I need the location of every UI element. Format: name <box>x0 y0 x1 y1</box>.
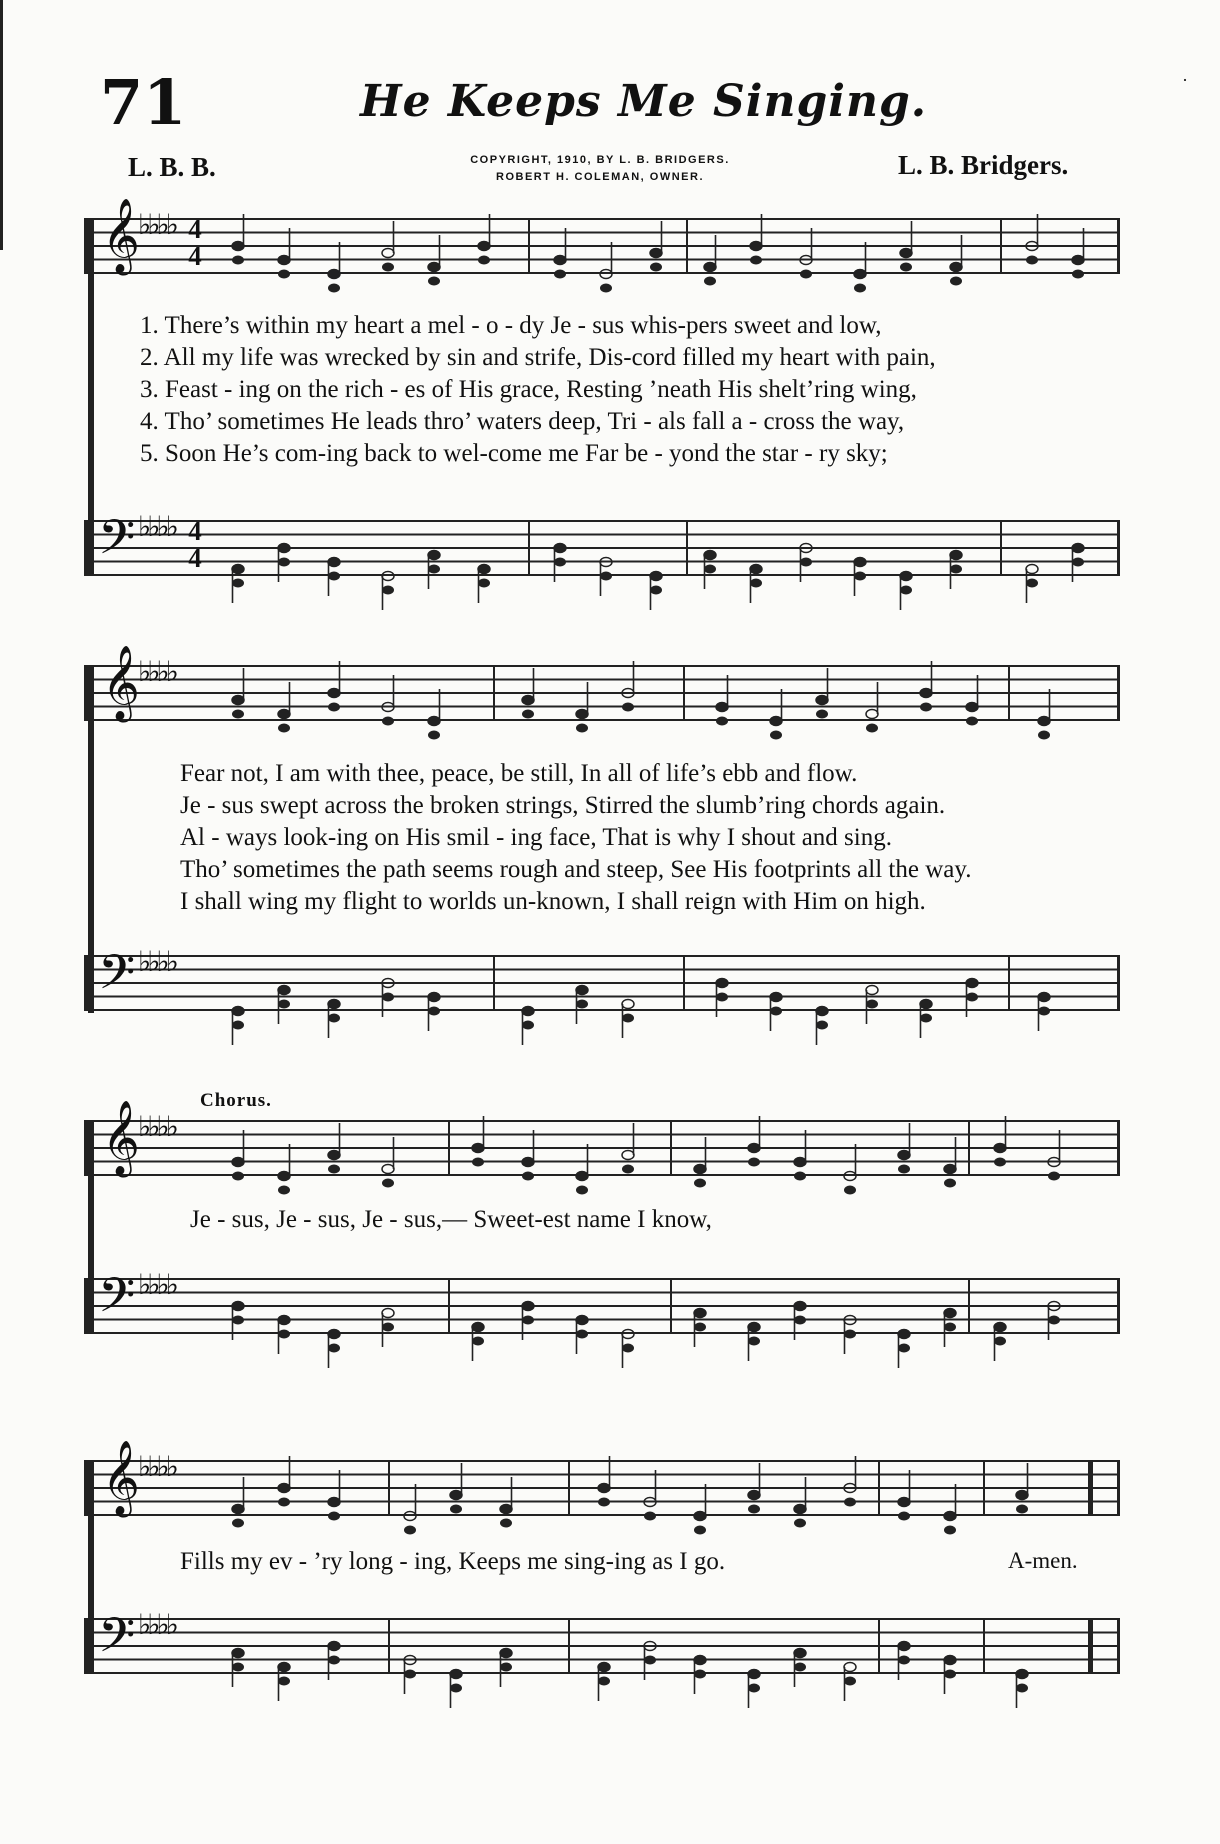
treble-clef-icon: 𝄞 <box>102 1441 140 1515</box>
note-glyph <box>428 235 440 286</box>
note-glyph <box>278 1316 290 1355</box>
note-glyph <box>428 993 440 1032</box>
note-glyph <box>328 1642 340 1681</box>
note-glyph <box>598 1663 610 1702</box>
composer-name: L. B. Bridgers. <box>898 150 1069 180</box>
key-signature-flats: ♭♭♭♭ <box>138 1112 175 1143</box>
note-glyph <box>232 1130 244 1181</box>
lyricist-initials: L. B. B. <box>128 152 216 182</box>
verse-1-line: Fear not, I am with thee, peace, be still, In all of life’s ebb and flow. <box>180 760 858 787</box>
note-glyph <box>576 986 588 1025</box>
note-glyph <box>278 986 290 1025</box>
note-glyph <box>328 661 340 712</box>
key-signature-flats: ♭♭♭♭ <box>138 657 175 688</box>
note-glyph <box>500 1649 512 1688</box>
note-glyph <box>278 1144 290 1195</box>
note-glyph <box>944 1656 956 1695</box>
bass-staff <box>88 944 1120 1012</box>
note-glyph <box>944 1309 956 1348</box>
note-glyph <box>278 682 290 733</box>
verse-3-line: Al - ways look-ing on His smil - ing face, That is why I shout and sing. <box>180 824 892 851</box>
note-glyph <box>816 1007 828 1046</box>
note-glyph <box>994 1116 1006 1167</box>
verse-4-line: Tho’ sometimes the path seems rough and steep, See His footprints all the way. <box>180 856 972 883</box>
key-signature-flats: ♭♭♭♭ <box>138 1610 175 1641</box>
bass-staff <box>88 1267 1120 1335</box>
note-glyph <box>694 1656 706 1695</box>
treble-clef-icon: 𝄞 <box>102 1101 140 1175</box>
note-glyph <box>1016 1670 1028 1709</box>
note-glyph <box>382 1309 394 1348</box>
note-glyph <box>478 214 490 265</box>
note-glyph <box>898 1330 910 1369</box>
note-glyph <box>232 1302 244 1341</box>
note-glyph <box>554 544 566 583</box>
note-glyph <box>328 1470 340 1521</box>
bass-clef-icon: 𝄢 <box>98 944 136 1012</box>
note-glyph <box>382 979 394 1018</box>
note-glyph <box>704 235 716 286</box>
note-glyph <box>450 1670 462 1709</box>
note-glyph <box>770 689 782 740</box>
notes <box>88 955 1120 1011</box>
note-glyph <box>1072 544 1084 583</box>
note-glyph <box>704 551 716 590</box>
note-glyph <box>232 1007 244 1046</box>
verses-part2 <box>180 758 972 918</box>
note-glyph <box>600 558 612 597</box>
note-glyph <box>500 1477 512 1528</box>
note-glyph <box>328 1123 340 1174</box>
verse-5-line: 5. Soon He’s com-ing back to wel-come me Far be - yond the star - ry sky; <box>140 440 888 467</box>
page-edge-line <box>0 0 3 250</box>
key-signature-flats: ♭♭♭♭ <box>138 947 175 978</box>
note-glyph <box>944 1137 956 1188</box>
note-glyph <box>622 1000 634 1039</box>
amen-lyric: A-men. <box>1008 1548 1078 1573</box>
treble-clef-icon: 𝄞 <box>102 646 140 720</box>
notes <box>88 214 1120 274</box>
notes <box>88 1278 1120 1334</box>
note-glyph <box>232 214 244 265</box>
note-glyph <box>382 675 394 726</box>
note-glyph <box>950 551 962 590</box>
time-signature: 4 4 <box>188 516 202 573</box>
chorus-lyric-line-1: Je - sus, Je - sus, Je - sus,— Sweet-est name I know, <box>190 1206 712 1233</box>
note-glyph <box>472 1323 484 1362</box>
hymn-number: 71 <box>100 66 187 139</box>
chorus-label: Chorus. <box>200 1090 272 1111</box>
note-glyph <box>900 572 912 611</box>
note-glyph <box>232 1649 244 1688</box>
note-glyph <box>920 1000 932 1039</box>
note-glyph <box>716 675 728 726</box>
note-glyph <box>650 221 662 272</box>
key-signature-flats: ♭♭♭♭ <box>138 512 175 543</box>
note-glyph <box>748 1323 760 1362</box>
note-glyph <box>522 668 534 719</box>
note-glyph <box>694 1137 706 1188</box>
notes <box>88 1618 1120 1674</box>
note-glyph <box>382 221 394 272</box>
note-glyph <box>404 1484 416 1535</box>
treble-clef-icon: 𝄞 <box>102 199 140 273</box>
note-glyph <box>748 1116 760 1167</box>
note-glyph <box>748 1463 760 1514</box>
treble-staff <box>88 199 1120 274</box>
note-glyph <box>478 565 490 604</box>
note-glyph <box>898 1642 910 1681</box>
note-glyph <box>1038 993 1050 1032</box>
note-glyph <box>576 1144 588 1195</box>
note-glyph <box>694 1484 706 1535</box>
verse-2-line: 2. All my life was wrecked by sin and strife, Dis-cord filled my heart with pain, <box>140 344 936 371</box>
note-glyph <box>1026 214 1038 265</box>
note-glyph <box>794 1130 806 1181</box>
note-glyph <box>1016 1463 1028 1514</box>
note-glyph <box>770 993 782 1032</box>
note-glyph <box>382 1137 394 1188</box>
note-glyph <box>966 675 978 726</box>
note-glyph <box>644 1642 656 1681</box>
note-glyph <box>750 214 762 265</box>
treble-staff <box>88 646 1120 721</box>
note-glyph <box>950 235 962 286</box>
notes <box>88 516 1120 576</box>
note-glyph <box>278 1456 290 1507</box>
note-glyph <box>278 544 290 583</box>
note-glyph <box>328 1330 340 1369</box>
note-glyph <box>278 228 290 279</box>
note-glyph <box>522 1130 534 1181</box>
verse-2-line: Je - sus swept across the broken strings, Stirred the slumb’ring chords again. <box>180 792 946 819</box>
hymn-title: He Keeps Me Singing. <box>360 76 928 127</box>
note-glyph <box>898 1470 910 1521</box>
note-glyph <box>844 1456 856 1507</box>
copyright-line-2: ROBERT H. COLEMAN, OWNER. <box>496 171 704 183</box>
note-glyph <box>554 228 566 279</box>
notes <box>88 1460 1120 1516</box>
treble-staff <box>88 1441 1120 1516</box>
note-glyph <box>472 1116 484 1167</box>
note-glyph <box>794 1302 806 1341</box>
note-glyph <box>328 242 340 293</box>
note-glyph <box>1048 1302 1060 1341</box>
note-glyph <box>622 1330 634 1369</box>
copyright-line-1: COPYRIGHT, 1910, BY L. B. BRIDGERS. <box>470 154 730 166</box>
note-glyph <box>232 565 244 604</box>
note-glyph <box>898 1123 910 1174</box>
treble-staff <box>88 1101 1120 1176</box>
note-glyph <box>994 1323 1006 1362</box>
note-glyph <box>598 1456 610 1507</box>
note-glyph <box>278 1663 290 1702</box>
note-glyph <box>576 1316 588 1355</box>
note-glyph <box>920 661 932 712</box>
key-signature-flats: ♭♭♭♭ <box>138 1270 175 1301</box>
note-glyph <box>944 1484 956 1535</box>
note-glyph <box>644 1470 656 1521</box>
note-glyph <box>794 1477 806 1528</box>
note-glyph <box>232 1477 244 1528</box>
note-glyph <box>844 1316 856 1355</box>
note-glyph <box>428 551 440 590</box>
note-glyph <box>382 572 394 611</box>
note-glyph <box>966 979 978 1018</box>
note-glyph <box>622 661 634 712</box>
verse-1-line: 1. There’s within my heart a mel - o - dy Je - sus whis-pers sweet and low, <box>140 312 882 339</box>
note-glyph <box>800 544 812 583</box>
note-glyph <box>576 682 588 733</box>
note-glyph <box>1026 565 1038 604</box>
note-glyph <box>450 1463 462 1514</box>
bass-clef-icon: 𝄢 <box>98 1607 136 1675</box>
verse-5-line: I shall wing my flight to worlds un-known, I shall reign with Him on high. <box>180 888 926 915</box>
note-glyph <box>750 565 762 604</box>
note-glyph <box>854 558 866 597</box>
note-glyph <box>854 242 866 293</box>
note-glyph <box>522 1302 534 1341</box>
key-signature-flats: ♭♭♭♭ <box>138 210 175 241</box>
note-glyph <box>522 1007 534 1046</box>
bass-clef-icon: 𝄢 <box>98 509 136 577</box>
note-glyph <box>866 682 878 733</box>
note-glyph <box>1072 228 1084 279</box>
note-glyph <box>328 558 340 597</box>
time-signature: 4 4 <box>188 214 202 271</box>
bass-staff <box>88 1607 1120 1675</box>
note-glyph <box>1048 1130 1060 1181</box>
corner-mark: · <box>1182 70 1188 90</box>
note-glyph <box>622 1123 634 1174</box>
note-glyph <box>694 1309 706 1348</box>
bass-clef-icon: 𝄢 <box>98 1267 136 1335</box>
note-glyph <box>900 221 912 272</box>
verse-4-line: 4. Tho’ sometimes He leads thro’ waters deep, Tri - als fall a - cross the way, <box>140 408 905 435</box>
verses-part1 <box>140 310 936 470</box>
note-glyph <box>1038 689 1050 740</box>
note-glyph <box>716 979 728 1018</box>
note-glyph <box>232 668 244 719</box>
note-glyph <box>794 1649 806 1688</box>
notes <box>88 1120 1120 1176</box>
note-glyph <box>328 1000 340 1039</box>
chorus-lyric-line-2: Fills my ev - ’ry long - ing, Keeps me sing-ing as I go. <box>180 1548 726 1575</box>
copyright-notice <box>400 152 800 186</box>
note-glyph <box>748 1670 760 1709</box>
note-glyph <box>600 242 612 293</box>
note-glyph <box>866 986 878 1025</box>
key-signature-flats: ♭♭♭♭ <box>138 1452 175 1483</box>
note-glyph <box>428 689 440 740</box>
bass-staff <box>88 509 1120 577</box>
note-glyph <box>404 1656 416 1695</box>
note-glyph <box>844 1144 856 1195</box>
verse-3-line: 3. Feast - ing on the rich - es of His grace, Resting ’neath His shelt’ring wing, <box>140 376 917 403</box>
note-glyph <box>816 668 828 719</box>
note-glyph <box>650 572 662 611</box>
note-glyph <box>844 1663 856 1702</box>
notes <box>88 665 1120 721</box>
note-glyph <box>800 228 812 279</box>
